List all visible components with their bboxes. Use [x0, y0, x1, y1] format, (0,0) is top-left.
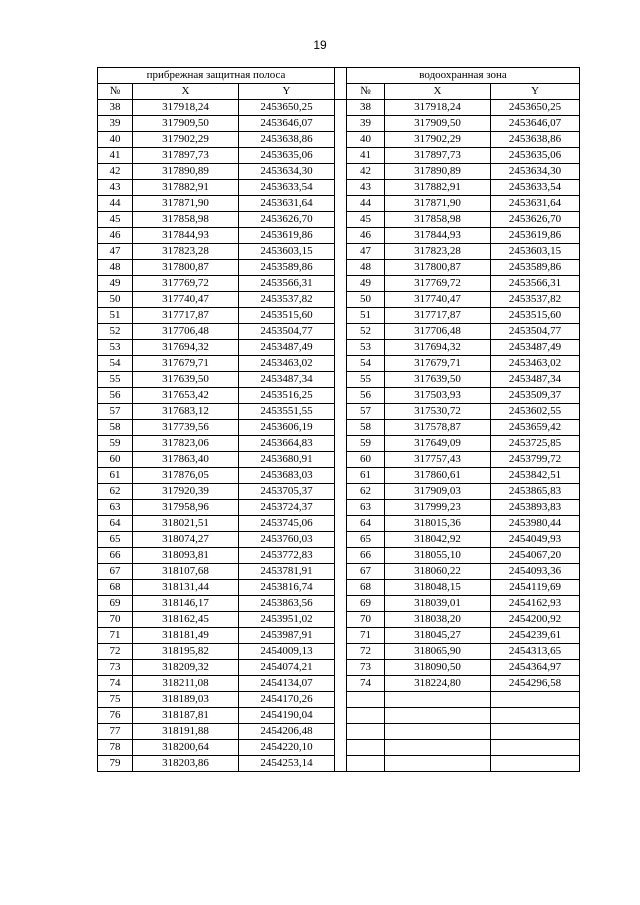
- right-cell-x: 317717,87: [385, 308, 491, 324]
- right-cell-y: 2454313,65: [491, 644, 580, 660]
- left-cell-no: 53: [98, 340, 133, 356]
- right-cell-y: 2453589,86: [491, 260, 580, 276]
- right-cell-y: 2454200,92: [491, 612, 580, 628]
- right-cell-y: [491, 692, 580, 708]
- left-cell-x: 317823,06: [133, 436, 239, 452]
- right-cell-x: [385, 708, 491, 724]
- right-cell-no: 69: [347, 596, 385, 612]
- left-cell-y: 2453619,86: [239, 228, 335, 244]
- right-cell-y: 2453515,60: [491, 308, 580, 324]
- right-header-y: Y: [491, 84, 580, 100]
- right-cell-no: 39: [347, 116, 385, 132]
- left-cell-x: 317902,29: [133, 132, 239, 148]
- left-cell-no: 60: [98, 452, 133, 468]
- right-cell-no: 65: [347, 532, 385, 548]
- left-cell-no: 55: [98, 372, 133, 388]
- left-cell-y: 2453745,06: [239, 516, 335, 532]
- left-cell-no: 54: [98, 356, 133, 372]
- left-cell-x: 318074,27: [133, 532, 239, 548]
- left-cell-no: 75: [98, 692, 133, 708]
- left-cell-no: 38: [98, 100, 133, 116]
- right-cell-x: 318042,92: [385, 532, 491, 548]
- right-cell-y: 2453638,86: [491, 132, 580, 148]
- left-cell-x: 318195,82: [133, 644, 239, 660]
- left-cell-y: 2454074,21: [239, 660, 335, 676]
- left-cell-y: 2453863,56: [239, 596, 335, 612]
- right-cell-no: [347, 692, 385, 708]
- right-cell-x: 317844,93: [385, 228, 491, 244]
- right-cell-no: 59: [347, 436, 385, 452]
- right-cell-x: 318060,22: [385, 564, 491, 580]
- right-cell-x: [385, 692, 491, 708]
- right-cell-y: 2453633,54: [491, 180, 580, 196]
- left-cell-x: 317769,72: [133, 276, 239, 292]
- right-cell-y: 2453487,34: [491, 372, 580, 388]
- right-cell-x: 317740,47: [385, 292, 491, 308]
- left-cell-no: 69: [98, 596, 133, 612]
- right-cell-no: 68: [347, 580, 385, 596]
- right-cell-no: 40: [347, 132, 385, 148]
- left-cell-x: 317683,12: [133, 404, 239, 420]
- left-cell-x: 317920,39: [133, 484, 239, 500]
- right-cell-y: 2453626,70: [491, 212, 580, 228]
- right-cell-y: 2454119,69: [491, 580, 580, 596]
- left-cell-no: 48: [98, 260, 133, 276]
- left-cell-no: 63: [98, 500, 133, 516]
- left-cell-y: 2453987,91: [239, 628, 335, 644]
- left-cell-y: 2453633,54: [239, 180, 335, 196]
- left-cell-y: 2453772,83: [239, 548, 335, 564]
- right-cell-y: 2453893,83: [491, 500, 580, 516]
- left-cell-no: 76: [98, 708, 133, 724]
- right-cell-no: 64: [347, 516, 385, 532]
- right-cell-no: 38: [347, 100, 385, 116]
- section-title-row: [98, 68, 580, 84]
- left-cell-y: 2453589,86: [239, 260, 335, 276]
- left-cell-no: 66: [98, 548, 133, 564]
- left-cell-no: 61: [98, 468, 133, 484]
- right-cell-y: [491, 740, 580, 756]
- right-cell-y: 2453537,82: [491, 292, 580, 308]
- right-cell-x: 317769,72: [385, 276, 491, 292]
- left-cell-x: 317694,32: [133, 340, 239, 356]
- left-cell-y: 2453566,31: [239, 276, 335, 292]
- right-cell-y: 2453799,72: [491, 452, 580, 468]
- page-number: 19: [313, 38, 327, 52]
- left-cell-x: 318203,86: [133, 756, 239, 772]
- right-cell-no: [347, 708, 385, 724]
- left-cell-x: 317871,90: [133, 196, 239, 212]
- right-cell-y: 2453634,30: [491, 164, 580, 180]
- right-cell-y: 2454296,58: [491, 676, 580, 692]
- right-cell-x: 318038,20: [385, 612, 491, 628]
- right-cell-x: 318048,15: [385, 580, 491, 596]
- left-cell-x: 318200,64: [133, 740, 239, 756]
- left-cell-x: 317876,05: [133, 468, 239, 484]
- left-cell-y: 2453646,07: [239, 116, 335, 132]
- left-cell-no: 71: [98, 628, 133, 644]
- right-cell-x: 317578,87: [385, 420, 491, 436]
- right-cell-x: 317649,09: [385, 436, 491, 452]
- right-cell-y: 2453602,55: [491, 404, 580, 420]
- left-cell-no: 58: [98, 420, 133, 436]
- right-cell-x: 317757,43: [385, 452, 491, 468]
- right-cell-no: 71: [347, 628, 385, 644]
- right-cell-y: 2453842,51: [491, 468, 580, 484]
- left-cell-no: 57: [98, 404, 133, 420]
- right-cell-no: 48: [347, 260, 385, 276]
- right-cell-y: 2453646,07: [491, 116, 580, 132]
- right-cell-y: 2453566,31: [491, 276, 580, 292]
- left-cell-y: 2453487,49: [239, 340, 335, 356]
- right-cell-no: 74: [347, 676, 385, 692]
- left-cell-x: 317740,47: [133, 292, 239, 308]
- left-cell-no: 79: [98, 756, 133, 772]
- left-cell-y: 2453650,25: [239, 100, 335, 116]
- left-cell-y: 2454009,13: [239, 644, 335, 660]
- right-header-no: №: [347, 84, 385, 100]
- right-cell-no: 66: [347, 548, 385, 564]
- right-cell-no: [347, 724, 385, 740]
- right-cell-no: 49: [347, 276, 385, 292]
- left-header-y: Y: [239, 84, 335, 100]
- coordinates-table: [97, 67, 580, 772]
- left-cell-no: 67: [98, 564, 133, 580]
- left-cell-x: 317679,71: [133, 356, 239, 372]
- left-cell-no: 68: [98, 580, 133, 596]
- left-cell-no: 59: [98, 436, 133, 452]
- left-cell-x: 318187,81: [133, 708, 239, 724]
- right-cell-no: 73: [347, 660, 385, 676]
- left-cell-x: 317863,40: [133, 452, 239, 468]
- right-cell-no: 50: [347, 292, 385, 308]
- right-cell-y: 2453619,86: [491, 228, 580, 244]
- left-cell-no: 78: [98, 740, 133, 756]
- right-cell-y: 2453635,06: [491, 148, 580, 164]
- left-cell-y: 2454170,26: [239, 692, 335, 708]
- right-cell-no: 62: [347, 484, 385, 500]
- left-cell-no: 62: [98, 484, 133, 500]
- left-cell-y: 2453635,06: [239, 148, 335, 164]
- left-cell-no: 39: [98, 116, 133, 132]
- right-cell-y: 2454049,93: [491, 532, 580, 548]
- right-cell-y: [491, 708, 580, 724]
- right-cell-no: 41: [347, 148, 385, 164]
- left-cell-no: 47: [98, 244, 133, 260]
- right-cell-x: 317999,23: [385, 500, 491, 516]
- left-cell-y: 2454253,14: [239, 756, 335, 772]
- right-cell-x: 318065,90: [385, 644, 491, 660]
- right-cell-x: 317503,93: [385, 388, 491, 404]
- right-cell-y: 2453650,25: [491, 100, 580, 116]
- left-cell-y: 2453705,37: [239, 484, 335, 500]
- left-cell-y: 2453487,34: [239, 372, 335, 388]
- right-cell-x: 318015,36: [385, 516, 491, 532]
- right-cell-y: 2454239,61: [491, 628, 580, 644]
- left-cell-no: 42: [98, 164, 133, 180]
- right-cell-y: 2453865,83: [491, 484, 580, 500]
- right-cell-x: 317530,72: [385, 404, 491, 420]
- left-cell-y: 2454190,04: [239, 708, 335, 724]
- left-cell-no: 65: [98, 532, 133, 548]
- right-cell-y: 2453631,64: [491, 196, 580, 212]
- right-cell-no: 70: [347, 612, 385, 628]
- left-cell-y: 2454220,10: [239, 740, 335, 756]
- right-cell-no: 72: [347, 644, 385, 660]
- left-cell-no: 45: [98, 212, 133, 228]
- right-cell-x: 317871,90: [385, 196, 491, 212]
- left-cell-no: 52: [98, 324, 133, 340]
- column-gap: [335, 100, 347, 772]
- right-cell-x: 317897,73: [385, 148, 491, 164]
- left-cell-x: 317844,93: [133, 228, 239, 244]
- right-cell-y: 2453463,02: [491, 356, 580, 372]
- right-header-x: X: [385, 84, 491, 100]
- left-cell-no: 44: [98, 196, 133, 212]
- left-cell-no: 64: [98, 516, 133, 532]
- left-cell-x: 317653,42: [133, 388, 239, 404]
- left-cell-y: 2454134,07: [239, 676, 335, 692]
- right-cell-x: 317823,28: [385, 244, 491, 260]
- left-cell-no: 70: [98, 612, 133, 628]
- left-cell-x: 317706,48: [133, 324, 239, 340]
- right-cell-x: 318039,01: [385, 596, 491, 612]
- left-cell-x: 317909,50: [133, 116, 239, 132]
- right-cell-x: 318055,10: [385, 548, 491, 564]
- left-cell-x: 318131,44: [133, 580, 239, 596]
- left-cell-x: 317882,91: [133, 180, 239, 196]
- left-cell-no: 43: [98, 180, 133, 196]
- right-cell-x: 318090,50: [385, 660, 491, 676]
- right-cell-no: 67: [347, 564, 385, 580]
- right-cell-no: 42: [347, 164, 385, 180]
- left-cell-y: 2453760,03: [239, 532, 335, 548]
- left-cell-no: 51: [98, 308, 133, 324]
- right-cell-no: 58: [347, 420, 385, 436]
- right-cell-no: 45: [347, 212, 385, 228]
- left-cell-y: 2453515,60: [239, 308, 335, 324]
- left-cell-y: 2453516,25: [239, 388, 335, 404]
- left-cell-y: 2453634,30: [239, 164, 335, 180]
- left-cell-no: 74: [98, 676, 133, 692]
- right-cell-no: 54: [347, 356, 385, 372]
- left-cell-x: 317958,96: [133, 500, 239, 516]
- left-cell-no: 77: [98, 724, 133, 740]
- left-cell-x: 318211,08: [133, 676, 239, 692]
- left-cell-x: 318107,68: [133, 564, 239, 580]
- left-cell-y: 2453638,86: [239, 132, 335, 148]
- right-cell-y: 2453504,77: [491, 324, 580, 340]
- left-cell-x: 317897,73: [133, 148, 239, 164]
- left-cell-x: 317717,87: [133, 308, 239, 324]
- right-cell-no: 61: [347, 468, 385, 484]
- right-cell-no: 53: [347, 340, 385, 356]
- right-cell-y: [491, 756, 580, 772]
- left-cell-y: 2453680,91: [239, 452, 335, 468]
- right-cell-y: 2454364,97: [491, 660, 580, 676]
- left-cell-no: 46: [98, 228, 133, 244]
- right-cell-no: [347, 740, 385, 756]
- right-cell-x: 317882,91: [385, 180, 491, 196]
- left-cell-y: 2453626,70: [239, 212, 335, 228]
- left-cell-no: 49: [98, 276, 133, 292]
- left-cell-x: 317639,50: [133, 372, 239, 388]
- right-cell-x: 317860,61: [385, 468, 491, 484]
- right-cell-x: 317918,24: [385, 100, 491, 116]
- right-cell-no: 44: [347, 196, 385, 212]
- right-cell-y: 2453509,37: [491, 388, 580, 404]
- left-cell-y: 2453664,83: [239, 436, 335, 452]
- left-header-x: X: [133, 84, 239, 100]
- right-cell-no: 63: [347, 500, 385, 516]
- right-cell-y: [491, 724, 580, 740]
- right-cell-x: 317694,32: [385, 340, 491, 356]
- right-cell-y: 2454162,93: [491, 596, 580, 612]
- right-cell-no: 46: [347, 228, 385, 244]
- right-cell-y: 2454067,20: [491, 548, 580, 564]
- left-cell-y: 2454206,48: [239, 724, 335, 740]
- right-cell-x: 317902,29: [385, 132, 491, 148]
- left-cell-x: 318191,88: [133, 724, 239, 740]
- left-cell-x: 317858,98: [133, 212, 239, 228]
- right-cell-x: [385, 740, 491, 756]
- left-cell-y: 2453951,02: [239, 612, 335, 628]
- left-cell-x: 318093,81: [133, 548, 239, 564]
- right-cell-y: 2454093,36: [491, 564, 580, 580]
- right-cell-y: 2453603,15: [491, 244, 580, 260]
- right-cell-x: 317639,50: [385, 372, 491, 388]
- left-cell-y: 2453683,03: [239, 468, 335, 484]
- right-cell-no: 55: [347, 372, 385, 388]
- column-gap: [335, 68, 347, 100]
- right-cell-x: 317890,89: [385, 164, 491, 180]
- right-cell-x: [385, 756, 491, 772]
- left-cell-y: 2453724,37: [239, 500, 335, 516]
- right-section-title: водоохранная зона: [347, 68, 580, 84]
- right-cell-x: [385, 724, 491, 740]
- left-cell-x: 318146,17: [133, 596, 239, 612]
- left-cell-x: 318209,32: [133, 660, 239, 676]
- left-cell-x: 317739,56: [133, 420, 239, 436]
- left-cell-y: 2453606,19: [239, 420, 335, 436]
- right-cell-y: 2453659,42: [491, 420, 580, 436]
- left-cell-x: 317823,28: [133, 244, 239, 260]
- left-cell-y: 2453504,77: [239, 324, 335, 340]
- left-cell-no: 50: [98, 292, 133, 308]
- right-cell-y: 2453725,85: [491, 436, 580, 452]
- left-cell-no: 73: [98, 660, 133, 676]
- right-cell-y: 2453980,44: [491, 516, 580, 532]
- right-cell-x: 317858,98: [385, 212, 491, 228]
- left-cell-y: 2453537,82: [239, 292, 335, 308]
- left-cell-no: 41: [98, 148, 133, 164]
- left-cell-y: 2453551,55: [239, 404, 335, 420]
- right-cell-x: 317706,48: [385, 324, 491, 340]
- left-header-no: №: [98, 84, 133, 100]
- right-cell-no: 57: [347, 404, 385, 420]
- left-cell-x: 318189,03: [133, 692, 239, 708]
- table-row: [98, 100, 580, 116]
- right-cell-x: 318224,80: [385, 676, 491, 692]
- right-cell-no: 51: [347, 308, 385, 324]
- right-cell-x: 317679,71: [385, 356, 491, 372]
- right-cell-x: 317800,87: [385, 260, 491, 276]
- left-section-title: прибрежная защитная полоса: [98, 68, 335, 84]
- left-cell-no: 40: [98, 132, 133, 148]
- right-cell-x: 317909,50: [385, 116, 491, 132]
- left-cell-no: 56: [98, 388, 133, 404]
- right-cell-no: 43: [347, 180, 385, 196]
- left-cell-x: 318181,49: [133, 628, 239, 644]
- left-cell-x: 317890,89: [133, 164, 239, 180]
- right-cell-no: 52: [347, 324, 385, 340]
- left-cell-x: 317918,24: [133, 100, 239, 116]
- left-cell-x: 317800,87: [133, 260, 239, 276]
- left-cell-x: 318021,51: [133, 516, 239, 532]
- left-cell-y: 2453603,15: [239, 244, 335, 260]
- right-cell-no: 56: [347, 388, 385, 404]
- right-cell-no: 47: [347, 244, 385, 260]
- right-cell-no: [347, 756, 385, 772]
- left-cell-y: 2453781,91: [239, 564, 335, 580]
- right-cell-y: 2453487,49: [491, 340, 580, 356]
- left-cell-y: 2453816,74: [239, 580, 335, 596]
- right-cell-x: 317909,03: [385, 484, 491, 500]
- left-cell-no: 72: [98, 644, 133, 660]
- right-cell-no: 60: [347, 452, 385, 468]
- left-cell-x: 318162,45: [133, 612, 239, 628]
- right-cell-x: 318045,27: [385, 628, 491, 644]
- left-cell-y: 2453631,64: [239, 196, 335, 212]
- left-cell-y: 2453463,02: [239, 356, 335, 372]
